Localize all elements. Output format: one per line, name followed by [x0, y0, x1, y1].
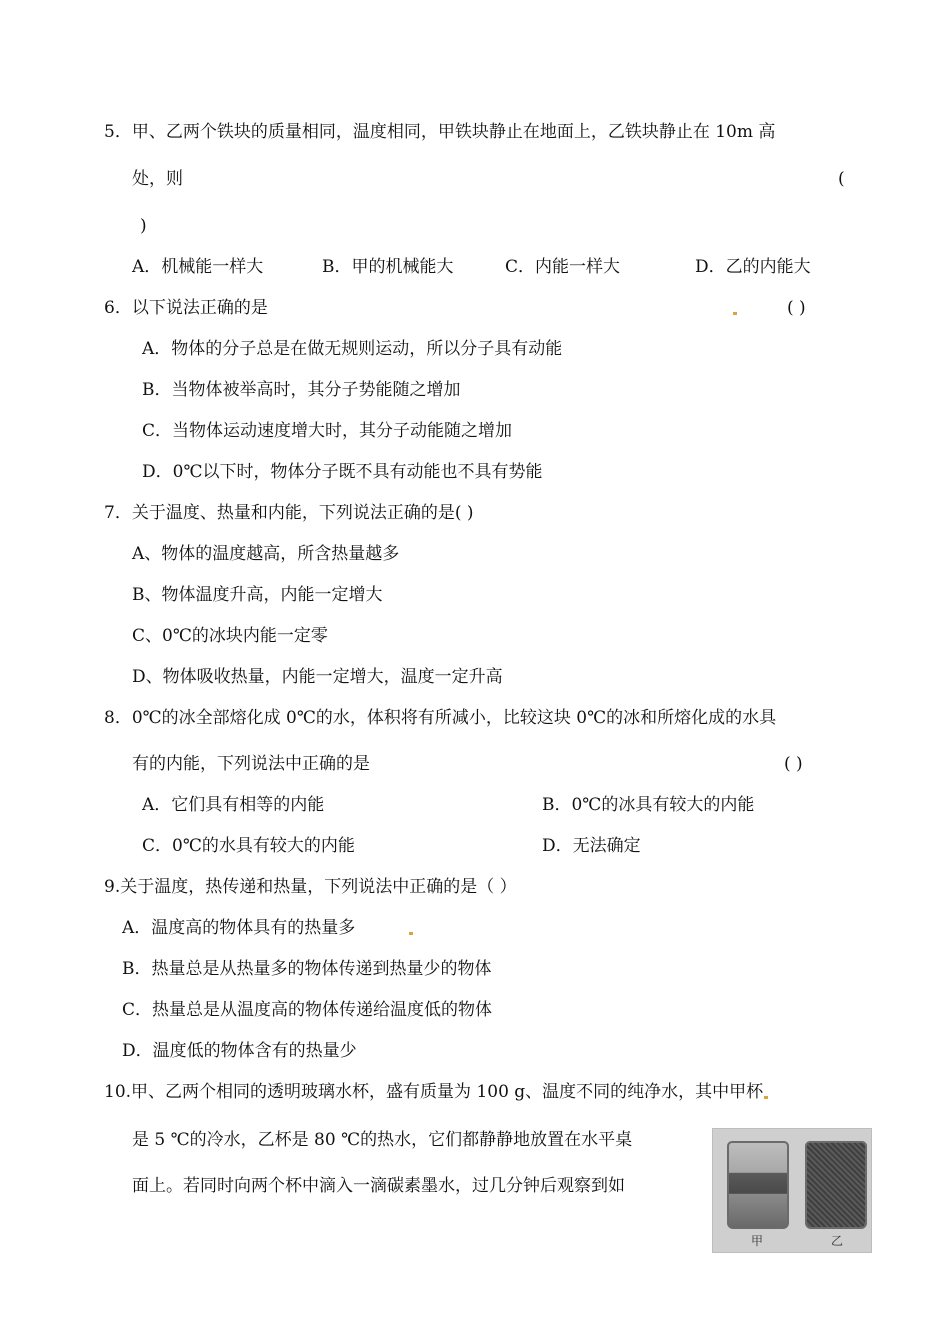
q6-option-c: C．当物体运动速度增大时，其分子动能随之增加 [142, 421, 513, 441]
q8-option-a: A．它们具有相等的内能 [142, 795, 325, 815]
q6-option-a: A．物体的分子总是在做无规则运动，所以分子具有动能 [142, 339, 563, 359]
q8-option-d: D．无法确定 [542, 836, 641, 856]
cold-water-cup [727, 1141, 789, 1229]
cup-label-jia: 甲 [751, 1234, 764, 1248]
q5-option-d: D．乙的内能大 [695, 257, 811, 277]
q5-option-b: B．甲的机械能大 [322, 257, 454, 277]
q6-option-d: D．0℃以下时，物体分子既不具有动能也不具有势能 [142, 462, 543, 482]
q7-option-c: C、0℃的冰块内能一定零 [132, 626, 328, 646]
stray-mark [409, 932, 413, 935]
hot-water-cup [805, 1141, 867, 1229]
stray-mark [733, 312, 737, 315]
q10-stem-line3: 面上。若同时向两个杯中滴入一滴碳素墨水，过几分钟后观察到如 [132, 1176, 625, 1196]
q5-option-c: C．内能一样大 [505, 257, 621, 277]
q9-option-c: C．热量总是从温度高的物体传递给温度低的物体 [122, 1000, 493, 1020]
q9-stem: 9.关于温度，热传递和热量，下列说法中正确的是（ ） [104, 877, 517, 897]
q7-stem: 7．关于温度、热量和内能，下列说法正确的是( ) [104, 503, 474, 523]
q9-option-d: D．温度低的物体含有的热量少 [122, 1041, 357, 1061]
q10-stem-line1: 10.甲、乙两个相同的透明玻璃水杯，盛有质量为 100 g、温度不同的纯净水，其中甲杯 [104, 1082, 764, 1102]
q9-option-b: B．热量总是从热量多的物体传递到热量少的物体 [122, 959, 492, 979]
q8-stem-line2: 有的内能，下列说法中正确的是 [132, 754, 370, 774]
q8-option-b: B．0℃的冰具有较大的内能 [542, 795, 755, 815]
q7-option-a: A、物体的温度越高，所含热量越多 [132, 544, 400, 564]
q5-answer-paren-open: ( [838, 169, 845, 189]
q10-stem-line2: 是 5 ℃的冷水，乙杯是 80 ℃的热水，它们都静静地放置在水平桌 [132, 1130, 633, 1150]
q8-answer-paren: ( ) [784, 754, 803, 774]
q8-stem-line1: 8．0℃的冰全部熔化成 0℃的水，体积将有所减小，比较这块 0℃的冰和所熔化成的水具 [104, 708, 777, 728]
q5-stem-line2: 处，则 [132, 169, 183, 189]
q7-option-b: B、物体温度升高，内能一定增大 [132, 585, 383, 605]
q5-stem-line1: 5．甲、乙两个铁块的质量相同，温度相同，甲铁块静止在地面上，乙铁块静止在 10m 高 [104, 122, 776, 142]
q6-stem: 6．以下说法正确的是 [104, 298, 268, 318]
q7-option-d: D、物体吸收热量，内能一定增大，温度一定升高 [132, 667, 503, 687]
stray-mark [764, 1096, 768, 1099]
q5-answer-paren-close: ) [140, 216, 147, 236]
cup-label-yi: 乙 [831, 1234, 844, 1248]
q6-option-b: B．当物体被举高时，其分子势能随之增加 [142, 380, 461, 400]
q5-option-a: A．机械能一样大 [132, 257, 264, 277]
q6-answer-paren: ( ) [787, 298, 806, 318]
q8-option-c: C．0℃的水具有较大的内能 [142, 836, 355, 856]
q9-option-a: A．温度高的物体具有的热量多 [122, 918, 356, 938]
water-cups-figure [712, 1128, 872, 1253]
